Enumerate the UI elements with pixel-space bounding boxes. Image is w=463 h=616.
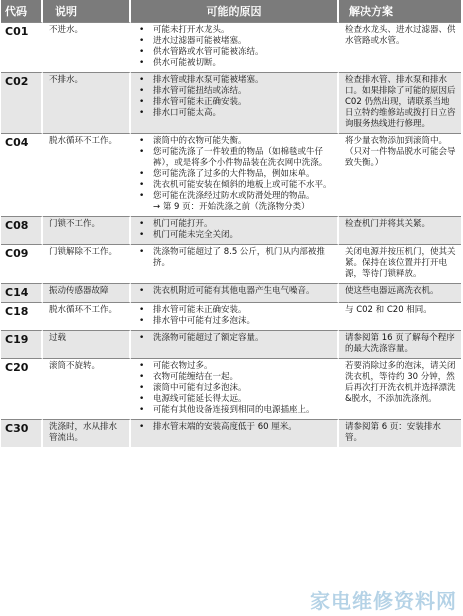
cause-list [135,305,333,327]
cause-item: • 排水管可能未正确安装。 [135,97,333,108]
cause-item: • 供水管路或水管可能被冻结。 [135,47,333,58]
possible-causes [131,330,339,358]
cause-item: • 机门可能打开。 [135,219,333,230]
table-row [1,244,461,283]
error-code: C18 [1,302,43,330]
cause-item: • 排水管或排水泵可能被堵塞。 [135,75,333,86]
cause-list [135,422,333,433]
error-code: C01 [1,22,43,72]
cause-item: • 您可能洗涤了过多的大件物品，例如床单。 [135,169,333,180]
page-reference: → 第 9 页：开始洗涤之前（洗涤物分类） [153,202,310,212]
table-row [1,330,461,358]
error-code: C09 [1,244,43,283]
cause-list [135,361,333,416]
solution: 检查排水管、排水泵和排水口。如果排除了可能的原因后 C02 仍然出现，请联系当地日立特约维修站或拨打日立咨询服务热线进行修理。 [339,72,461,133]
solution: 检查水龙头、进水过滤器、供水管路或水管。 [339,22,461,72]
cause-item: • 排水管可能未正确安装。 [135,305,333,316]
cause-list [135,75,333,119]
table-row [1,302,461,330]
cause-list [135,286,333,297]
error-description: 脱水循环不工作。 [43,302,131,330]
possible-causes [131,358,339,419]
possible-causes [131,244,339,283]
possible-causes [131,283,339,302]
error-description: 滚筒不旋转。 [43,358,131,419]
error-code: C02 [1,72,43,133]
cause-item: • 可能有其他设备连接到相同的电源插座上。 [135,405,333,416]
cause-item: • 您可能在洗涤经过防水或防滑处理的物品。 [135,191,333,202]
error-description: 门锁不工作。 [43,216,131,244]
table-row [1,133,461,216]
possible-causes [131,216,339,244]
table-header-row [1,0,461,22]
table-body [1,22,461,447]
solution: 使这些电器远离洗衣机。 [339,283,461,302]
error-code: C30 [1,419,43,447]
cause-item: • 排水管可能扭结或冻结。 [135,86,333,97]
cause-item: • 供水可能被切断。 [135,58,333,69]
cause-item: • 进水过滤器可能被堵塞。 [135,36,333,47]
error-description: 振动传感器故障 [43,283,131,302]
cause-item: • 可能未打开水龙头。 [135,25,333,36]
solution: 请参阅第 6 页：安装排水管。 [339,419,461,447]
error-code: C04 [1,133,43,216]
cause-item: • 机门可能未完全关闭。 [135,230,333,241]
cause-list [135,219,333,241]
possible-causes [131,419,339,447]
error-code: C19 [1,330,43,358]
possible-causes [131,133,339,216]
table-row [1,358,461,419]
cause-item: • 衣物可能缠结在一起。 [135,372,333,383]
cause-item: • 您可能洗涤了一件较重的物品（如棉毯或牛仔裤），或是将多个小件物品装在洗衣网中洗涤。 [135,147,333,169]
possible-causes [131,302,339,330]
cause-item: • 洗涤物可能超过了额定容量。 [135,333,333,344]
cause-list [135,25,333,69]
table-row [1,216,461,244]
error-code: C14 [1,283,43,302]
table-row [1,72,461,133]
cause-item: • 排水管末端的安装高度低于 60 厘米。 [135,422,333,433]
table-row [1,419,461,447]
cause-item: • 可能衣物过多。 [135,361,333,372]
error-code: C08 [1,216,43,244]
solution: 关闭电源并按压机门，使其关紧。保持在该位置并打开电源，等待门锁释放。 [339,244,461,283]
error-description: 过载 [43,330,131,358]
cause-item: • 电源线可能延长得太远。 [135,394,333,405]
table-row [1,283,461,302]
cause-item: • 排水管中可能有过多泡沫。 [135,316,333,327]
error-code: C20 [1,358,43,419]
solution: 检查机门并将其关紧。 [339,216,461,244]
header-code: 代码 [1,0,43,22]
header-solution: 解决方案 [339,0,461,22]
cause-list [135,136,333,202]
error-description: 洗涤时，水从排水管流出。 [43,419,131,447]
cause-list [135,333,333,344]
cause-item: • 洗涤物可能超过了 8.5 公斤，机门从内部被推挤。 [135,247,333,269]
solution: 若要消除过多的泡沫，请关闭洗衣机，等待约 30 分钟，然后再次打开洗衣机并选择漂洗&脱水，不添加洗涤剂。 [339,358,461,419]
error-description: 门锁解除不工作。 [43,244,131,283]
possible-causes [131,72,339,133]
header-description: 说明 [43,0,131,22]
error-description: 脱水循环不工作。 [43,133,131,216]
cause-item: • 洗衣机附近可能有其他电器产生电气噪音。 [135,286,333,297]
solution: 请参阅第 16 页了解每个程序的最大洗涤容量。 [339,330,461,358]
cause-item: • 排水口可能太高。 [135,108,333,119]
error-description: 不排水。 [43,72,131,133]
header-possible-cause: 可能的原因 [131,0,339,22]
error-description: 不进水。 [43,22,131,72]
cause-list [135,247,333,269]
solution: 将少量衣物添加到滚筒中。（只对一件物品脱水可能会导致失衡。） [339,133,461,216]
watermark: 家电维修资料网 [310,589,457,613]
possible-causes [131,22,339,72]
error-code-table [1,0,461,447]
cause-item: • 滚筒中可能有过多泡沫。 [135,383,333,394]
cause-item: • 滚筒中的衣物可能失衡。 [135,136,333,147]
table-row [1,22,461,72]
solution: 与 C02 和 C20 相同。 [339,302,461,330]
cause-item: • 洗衣机可能安装在倾斜的地板上或可能不水平。 [135,180,333,191]
